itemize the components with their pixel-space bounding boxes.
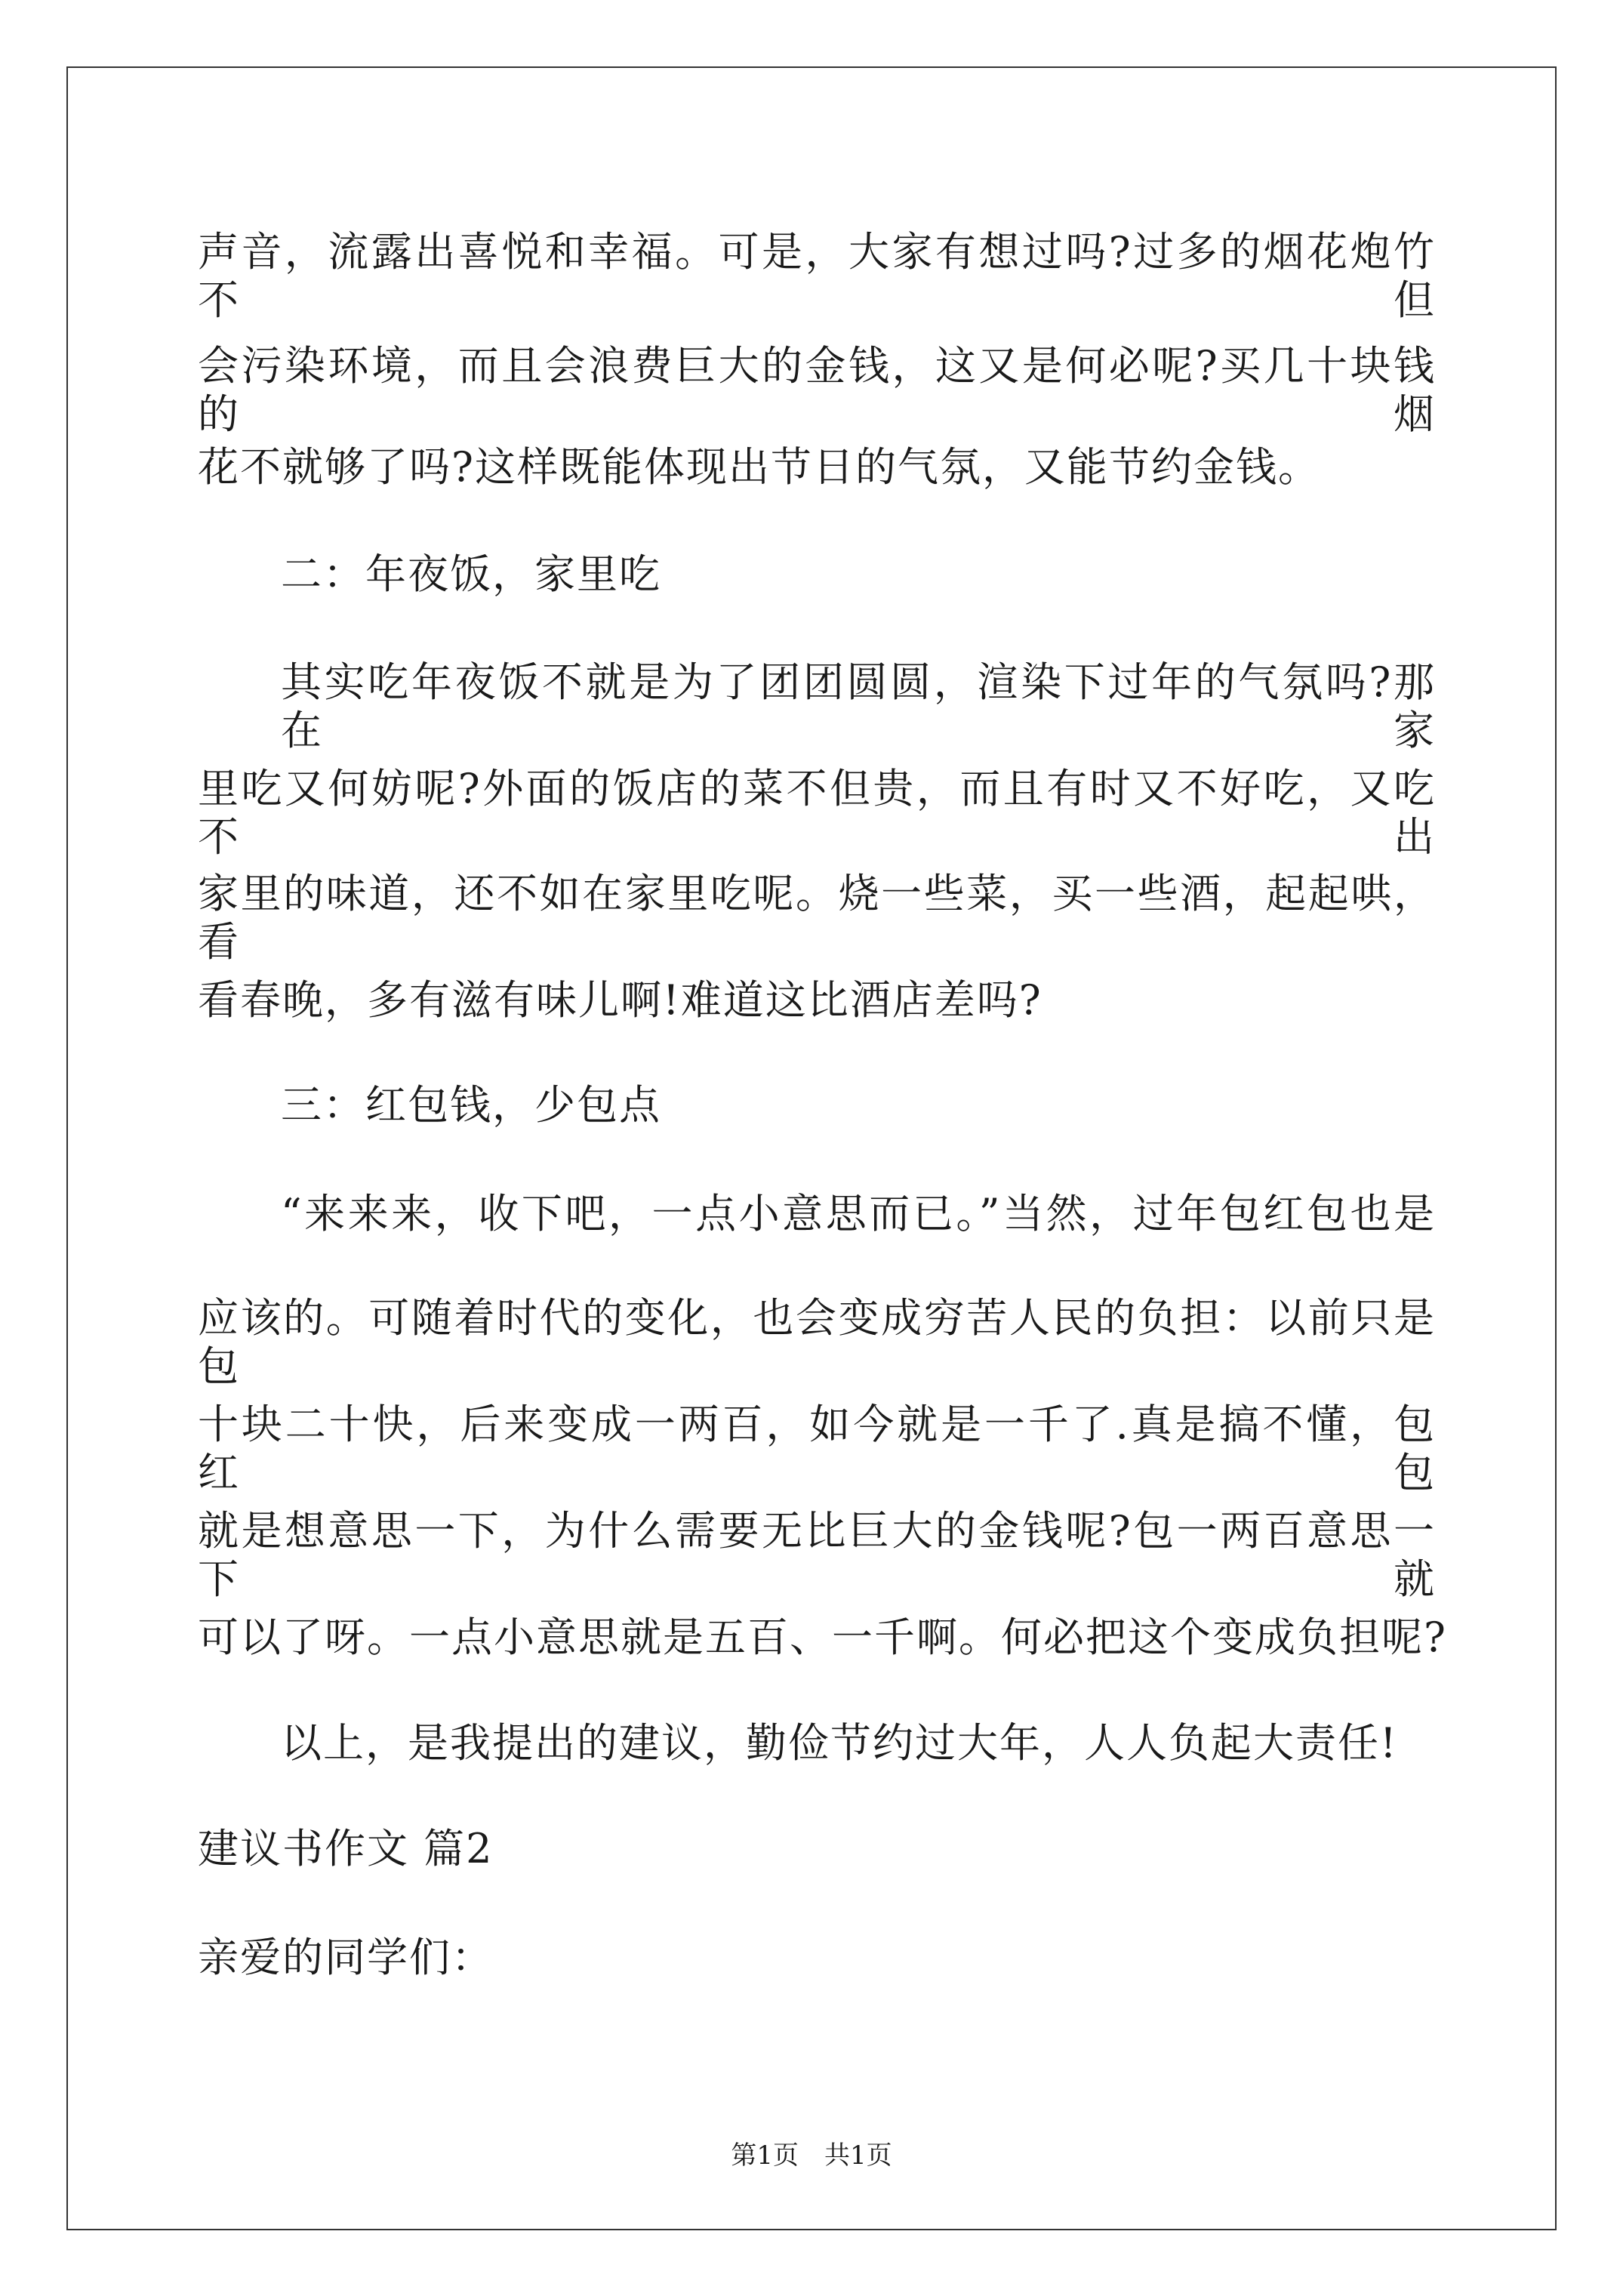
page-footer <box>0 2140 1623 2171</box>
body-line-8: 看春晚，多有滋有味儿啊!难道这比酒店差吗? <box>198 976 1042 1024</box>
body-line-13: 就是想意思一下，为什么需要无比巨大的金钱呢?包一两百意思一下就 <box>198 1507 1436 1603</box>
conclusion-line: 以上，是我提出的建议，勤俭节约过大年，人人负起大责任! <box>281 1719 1398 1767</box>
body-line-2: 会污染环境，而且会浪费巨大的金钱，这又是何必呢?买几十块钱的烟 <box>198 342 1436 438</box>
salutation: 亲爱的同学们： <box>198 1934 494 1981</box>
body-line-12: 十块二十快，后来变成一两百，如今就是一千了.真是搞不懂，包红包 <box>198 1401 1436 1496</box>
article-heading: 建议书作文 篇2 <box>198 1825 494 1872</box>
section-heading-3: 三：红包钱，少包点 <box>281 1081 661 1129</box>
body-line-3: 花不就够了吗?这样既能体现出节日的气氛，又能节约金钱。 <box>198 443 1320 491</box>
page-number: 第1页 <box>731 2140 799 2171</box>
body-line-14: 可以了呀。一点小意思就是五百、一千啊。何必把这个变成负担呢? <box>198 1613 1447 1661</box>
page-total: 共1页 <box>824 2140 892 2171</box>
body-line-5: 其实吃年夜饭不就是为了团团圆圆，渲染下过年的气氛吗?那在家 <box>281 658 1436 754</box>
body-line-11: 应该的。可随着时代的变化，也会变成穷苦人民的负担：以前只是包 <box>198 1294 1436 1390</box>
body-line-1: 声音，流露出喜悦和幸福。可是，大家有想过吗?过多的烟花炮竹不但 <box>198 228 1436 324</box>
body-line-6: 里吃又何妨呢?外面的饭店的菜不但贵，而且有时又不好吃，又吃不出 <box>198 765 1436 861</box>
body-line-7: 家里的味道，还不如在家里吃呢。烧一些菜，买一些酒，起起哄，看 <box>198 870 1436 966</box>
body-line-10: “来来来，收下吧，一点小意思而已。”当然，过年包红包也是 <box>281 1190 1436 1237</box>
section-heading-2: 二：年夜饭，家里吃 <box>281 550 661 598</box>
